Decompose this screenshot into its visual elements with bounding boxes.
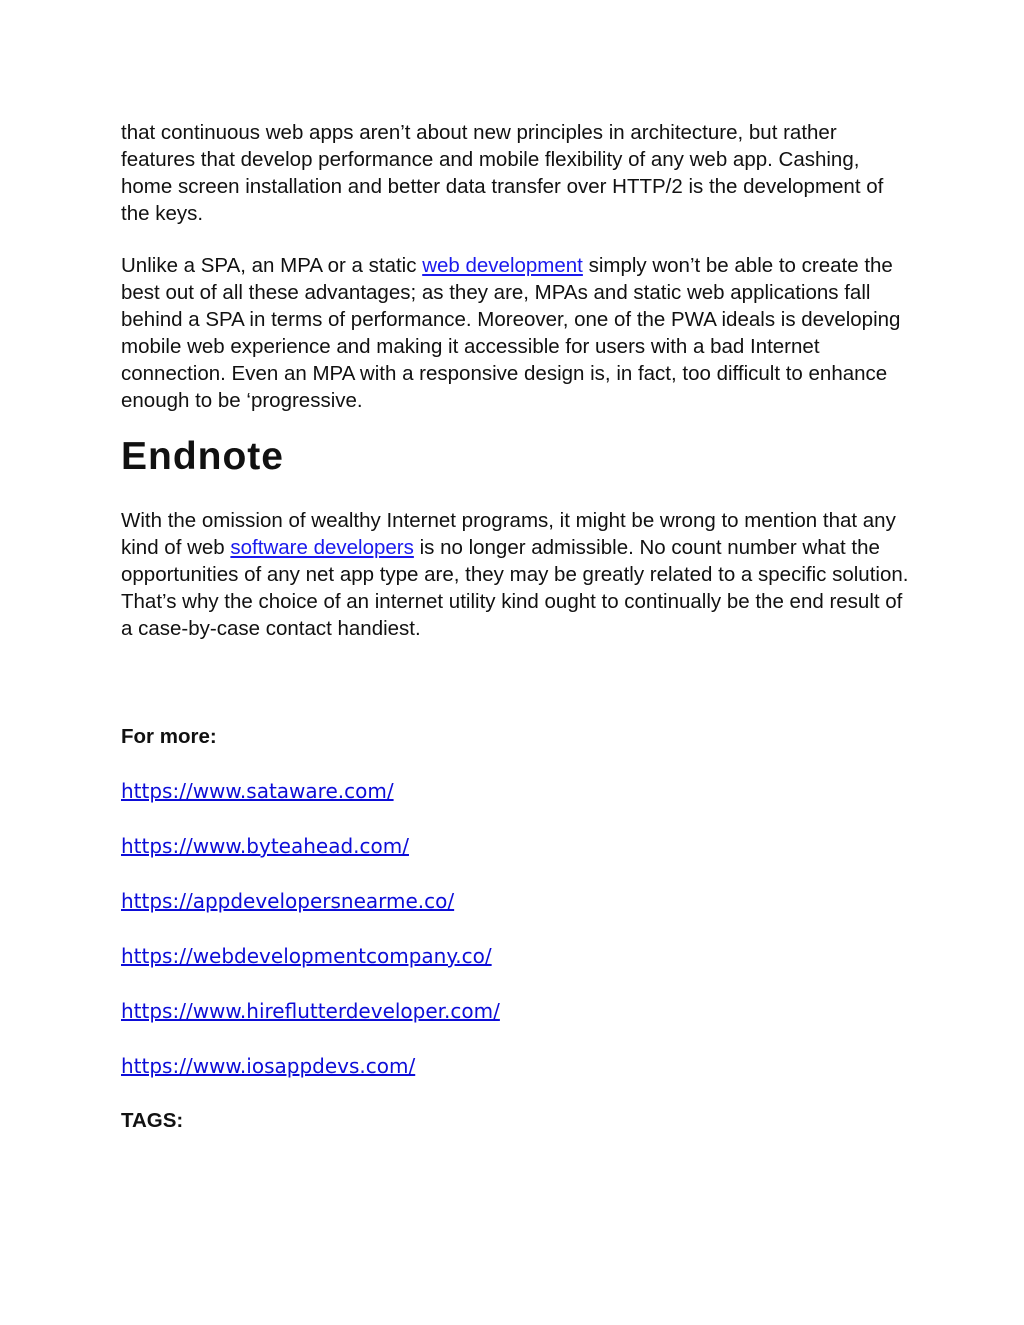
paragraph-spa-comparison — [121, 252, 911, 414]
software-developers-link[interactable]: software developers — [230, 536, 414, 559]
reference-links-list — [121, 777, 911, 1080]
paragraph-text: With the omission of wealthy Internet programs, it might be wrong to mention that any kind of web — [121, 509, 896, 559]
list-item — [121, 777, 911, 805]
link-hireflutterdeveloper[interactable]: https://www.hireflutterdeveloper.com/ — [121, 999, 500, 1023]
list-item — [121, 1052, 911, 1080]
link-byteahead[interactable]: https://www.byteahead.com/ — [121, 834, 409, 858]
for-more-label: For more: — [121, 725, 217, 748]
link-iosappdevs[interactable]: https://www.iosappdevs.com/ — [121, 1054, 416, 1078]
list-item — [121, 942, 911, 970]
link-webdevelopmentcompany[interactable]: https://webdevelopmentcompany.co/ — [121, 944, 492, 968]
web-development-link[interactable]: web development — [422, 254, 583, 277]
paragraph-text: Unlike a SPA, an MPA or a static — [121, 254, 423, 277]
paragraph-pwa-features: that continuous web apps aren’t about new principles in architecture, but rather features that develop performance and mobile flexibility of any web app. Cashing, home screen installation and better data transfer over HTTP/2 is the development of the keys. — [121, 121, 884, 225]
paragraph-text: is no longer admissible. No count number what the opportunities of any net app type are, they may be greatly related to a specific solution. That’s why the choice of an internet utility kind ought to continually be the end result of a case-by-case contact handiest. — [121, 536, 909, 640]
link-sataware[interactable]: https://www.sataware.com/ — [121, 779, 394, 803]
link-appdevelopersnearme[interactable]: https://appdevelopersnearme.co/ — [121, 889, 455, 913]
section-heading-endnote: Endnote — [121, 435, 284, 478]
paragraph-endnote — [121, 507, 911, 642]
list-item — [121, 887, 911, 915]
list-item — [121, 997, 911, 1025]
list-item — [121, 832, 911, 860]
document-page — [121, 119, 911, 1134]
paragraph-text: simply won’t be able to create the best out of all these advantages; as they are, MPAs and static web applications fall behind a SPA in terms of performance. Moreover, one of the PWA ideals is developing mobile web experience and making it accessible for users with a bad Internet connection. Even an MPA with a responsive design is, in fact, too difficult to enhance enough to be ‘progressive. — [121, 254, 901, 412]
tags-label: TAGS: — [121, 1109, 184, 1132]
